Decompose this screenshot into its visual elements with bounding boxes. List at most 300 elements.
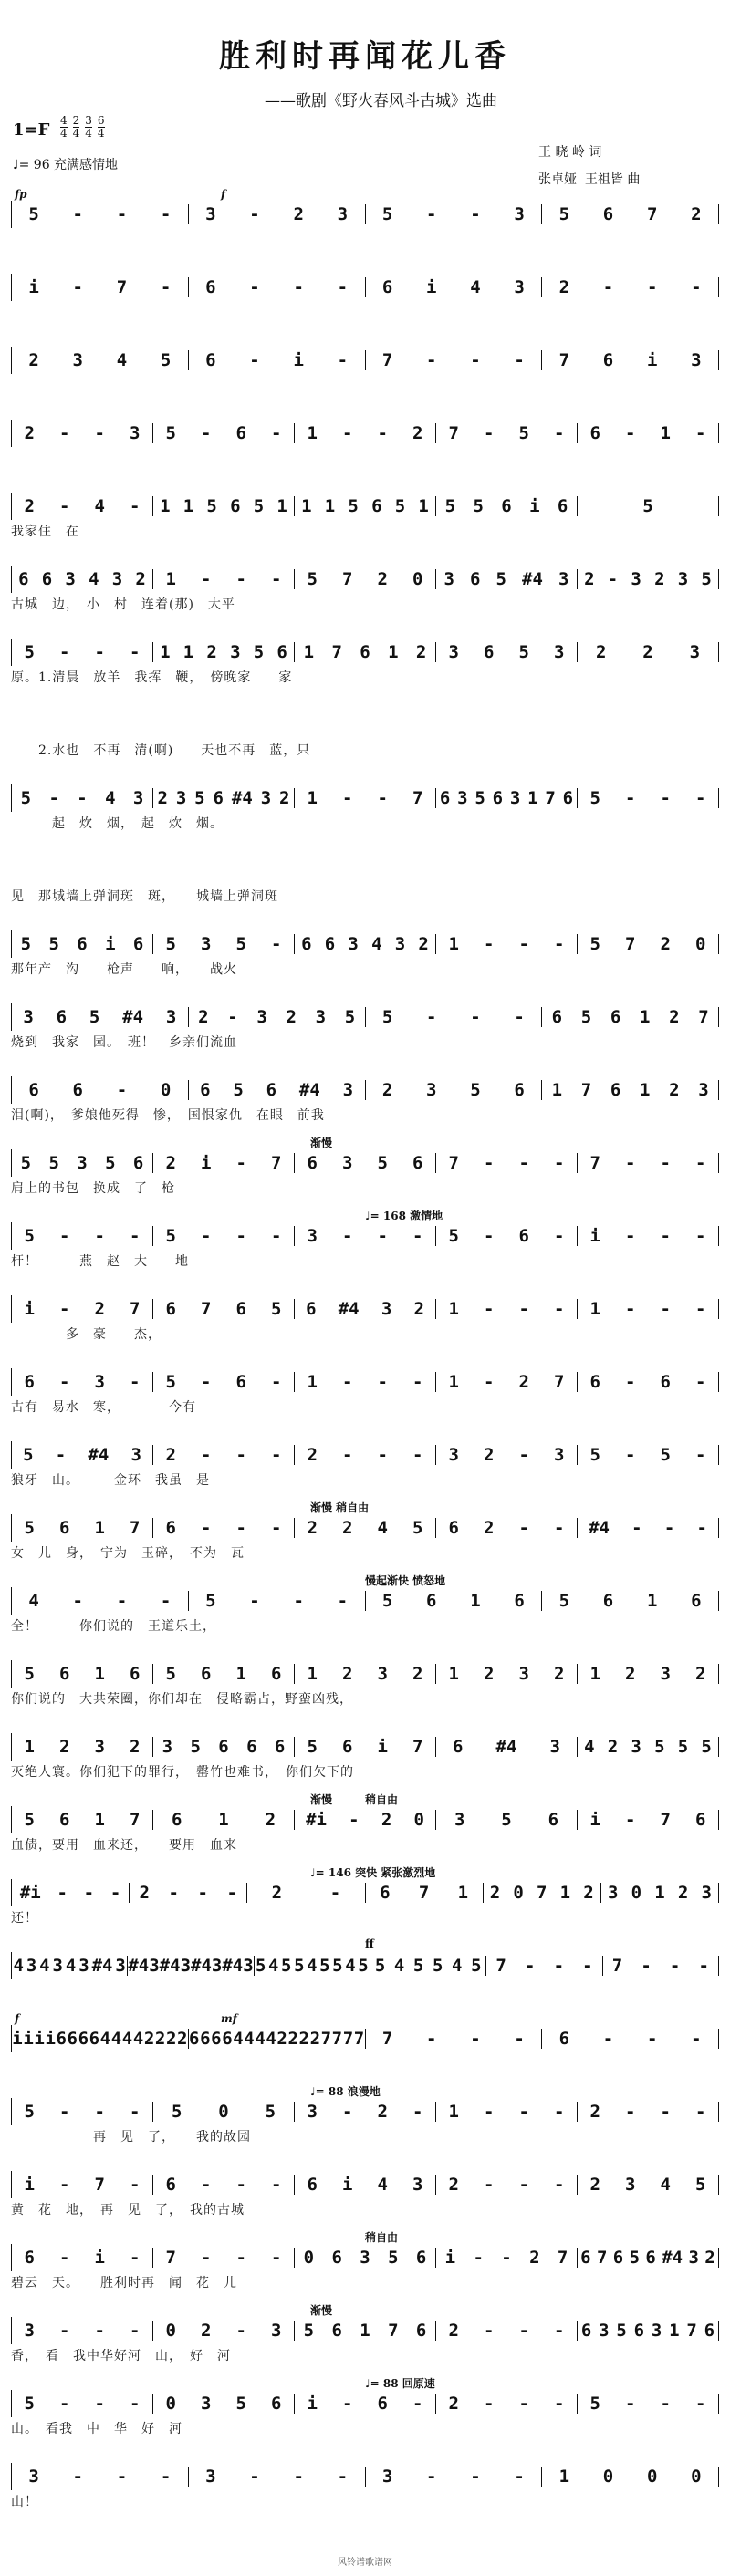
note: 3: [394, 934, 406, 954]
note: 2: [677, 1883, 689, 1903]
note: 7: [353, 2029, 365, 2049]
note: 2: [654, 569, 665, 589]
note: 6: [18, 569, 29, 589]
note: 2: [558, 277, 570, 297]
score-row: [11, 784, 719, 832]
note: 2: [287, 2029, 298, 2049]
note: -: [660, 1299, 671, 1319]
score-row: [11, 2012, 719, 2072]
note: -: [501, 2248, 512, 2268]
note: -: [625, 1299, 636, 1319]
note: -: [625, 1226, 636, 1246]
score-row: [11, 1003, 719, 1051]
note: 3: [52, 1956, 63, 1976]
measure: [12, 2029, 189, 2049]
note: 7: [596, 2248, 608, 2268]
note: 2: [342, 1664, 353, 1684]
note: 3: [130, 423, 141, 443]
note: 1: [182, 642, 194, 662]
note: #4: [222, 1956, 244, 1976]
note: 6: [602, 350, 614, 370]
note: 1: [307, 788, 318, 808]
tempo-annotation: 渐慢: [310, 1793, 333, 1806]
note: 5: [160, 350, 172, 370]
note: -: [235, 1518, 246, 1538]
measure: [436, 1226, 578, 1246]
lyrics-line: 起 炊 烟， 起 炊 烟。: [11, 816, 224, 831]
note: -: [77, 788, 88, 808]
note: -: [518, 1153, 529, 1173]
note: 5: [171, 2102, 182, 2122]
lyricist-credit: 王 晓 岭 词: [538, 145, 602, 160]
note: -: [249, 350, 260, 370]
measure: [295, 423, 436, 443]
note: 6: [331, 2248, 342, 2268]
note: 6: [201, 1664, 212, 1684]
note: 2: [271, 1883, 283, 1903]
note: 3: [443, 569, 454, 589]
measure: [578, 788, 719, 808]
note: 3: [307, 1226, 318, 1246]
note: -: [59, 1299, 70, 1319]
note: -: [426, 2467, 437, 2487]
lyrics-line: 我家住 在: [11, 525, 79, 539]
measure: [366, 2467, 543, 2487]
note: -: [525, 1956, 536, 1976]
note: 6: [59, 1664, 70, 1684]
measure: [436, 2248, 578, 2268]
note: 1: [218, 1810, 229, 1830]
score-row: [11, 1879, 719, 1927]
measure: [12, 642, 153, 662]
note: 6: [222, 2029, 233, 2049]
key-signature: 1=F: [13, 120, 50, 140]
measure: [366, 204, 543, 224]
note: 6: [307, 1153, 318, 1173]
note: 3: [688, 2248, 699, 2268]
lyrics-line: 香， 看 我中华好河 山， 好 河: [11, 2349, 231, 2363]
note: 1: [448, 1372, 459, 1392]
note: 1: [448, 1299, 459, 1319]
note: 6: [306, 1299, 317, 1319]
note: 7: [165, 2248, 176, 2268]
note: 1: [639, 1080, 651, 1100]
score-row: [11, 493, 719, 540]
note: 3: [111, 569, 123, 589]
note: 7: [94, 2175, 105, 2195]
measure: [153, 642, 295, 662]
measure: [153, 1518, 295, 1538]
tempo-annotation: 稍自由: [365, 1793, 399, 1806]
note: -: [130, 2175, 141, 2195]
note: -: [426, 2029, 437, 2049]
measure: [12, 1518, 153, 1538]
lyrics-line: 狼牙 山。 金环 我虽 是: [11, 1473, 210, 1488]
note: 2: [293, 204, 304, 224]
note: 6: [266, 1080, 277, 1100]
note: 2: [489, 1883, 501, 1903]
note: 5: [394, 496, 406, 516]
lyrics-line: 还！: [11, 1911, 38, 1926]
note: 2: [59, 1737, 70, 1757]
note: 3: [381, 2467, 393, 2487]
note: -: [646, 277, 658, 297]
note: -: [271, 1445, 282, 1465]
notes-line: [11, 2244, 719, 2271]
note: 7: [130, 1518, 141, 1538]
note: 6: [492, 788, 504, 808]
lyrics-line: 山。 看我 中 华 好 河: [11, 2422, 182, 2436]
note: 0: [691, 2467, 702, 2487]
note: -: [602, 2029, 614, 2049]
note: -: [518, 1445, 529, 1465]
note: -: [695, 1299, 706, 1319]
note: -: [249, 2467, 260, 2487]
note: 5: [255, 1956, 266, 1976]
note: -: [342, 2102, 353, 2122]
note: 1: [551, 1080, 563, 1100]
note: -: [470, 1007, 481, 1027]
note: 4: [393, 1956, 405, 1976]
note: 2: [448, 2321, 459, 2341]
meter-0: $\frac{4}{4}$: [60, 114, 68, 140]
score-row: [11, 1295, 719, 1343]
note: 4: [307, 1956, 318, 1976]
measure: [295, 934, 436, 954]
note: 1: [303, 642, 315, 662]
measure: [12, 496, 153, 516]
note: -: [582, 1956, 593, 1976]
note: -: [160, 204, 172, 224]
notes-line: [11, 1514, 719, 1542]
note: -: [625, 2394, 636, 2414]
note: i: [589, 1810, 600, 1830]
note: 2: [448, 2175, 459, 2195]
note: 6: [271, 2394, 282, 2414]
note: -: [59, 496, 70, 516]
note: 2: [669, 1080, 680, 1100]
measure: [295, 2321, 436, 2341]
measure: [247, 1883, 365, 1903]
note: 7: [201, 1299, 212, 1319]
notes-line: [11, 930, 719, 958]
lyrics-line: [11, 376, 719, 394]
measure: [578, 1518, 719, 1538]
note: -: [646, 2029, 658, 2049]
note: 6: [213, 788, 224, 808]
note: -: [554, 2394, 565, 2414]
measure: [295, 1518, 436, 1538]
lyrics-line: 那年产 沟 枪声 响， 战火: [11, 962, 237, 977]
note: 0: [631, 1883, 642, 1903]
note: 2: [165, 2029, 177, 2049]
measure: [12, 2321, 153, 2341]
measure: [578, 1737, 719, 1757]
note: 5: [165, 934, 176, 954]
note: 6: [470, 569, 481, 589]
note: 2: [484, 1664, 495, 1684]
note: 3: [607, 1883, 619, 1903]
note: 6: [200, 1080, 211, 1100]
note: 5: [642, 496, 653, 516]
note: 5: [24, 1664, 35, 1684]
note: 5: [24, 642, 35, 662]
note: 6: [342, 1737, 353, 1757]
note: i: [342, 2175, 353, 2195]
note: #4: [662, 2248, 683, 2268]
note: -: [130, 642, 141, 662]
note: 5: [24, 1226, 35, 1246]
measure: [578, 1445, 719, 1465]
note: -: [59, 1226, 70, 1246]
measure: [295, 2248, 436, 2268]
notes-line: [11, 1368, 719, 1396]
note: -: [168, 1883, 179, 1903]
measure: [295, 2394, 436, 2414]
note: -: [235, 569, 246, 589]
note: 1: [307, 423, 318, 443]
note: 5: [412, 1518, 423, 1538]
note: 7: [331, 2029, 343, 2049]
score-row: [11, 639, 719, 686]
note: i: [377, 1737, 388, 1757]
note: #4: [122, 1007, 144, 1027]
note: 6: [78, 2029, 89, 2049]
measure: [542, 1080, 719, 1100]
note: #4: [191, 1956, 212, 1976]
note: -: [695, 1372, 706, 1392]
note: 2: [135, 569, 146, 589]
note: -: [554, 1226, 565, 1246]
measure: [295, 1299, 436, 1319]
measure: [153, 1810, 295, 1830]
note: -: [625, 1445, 636, 1465]
notes-line: [11, 2025, 719, 2052]
measure: [603, 1956, 719, 1976]
note: 3: [23, 1007, 34, 1027]
note: 7: [342, 569, 353, 589]
measure: [366, 1080, 543, 1100]
note: -: [695, 788, 706, 808]
note: 6: [691, 1591, 702, 1611]
note: 7: [271, 1153, 282, 1173]
score-row: [11, 2171, 719, 2218]
notes-line: [11, 1952, 719, 1979]
measure: [542, 277, 719, 297]
note: 0: [412, 569, 423, 589]
note: 4: [28, 1591, 39, 1611]
measure: [12, 1372, 153, 1392]
note: 6: [301, 934, 312, 954]
note: 6: [307, 2175, 318, 2195]
measure: [12, 1007, 189, 1027]
note: 4: [116, 350, 128, 370]
measure: [153, 569, 295, 589]
score-row: [11, 1514, 719, 1562]
score-row: [11, 1587, 719, 1635]
note: 2: [584, 569, 595, 589]
note: -: [130, 2394, 141, 2414]
note: 2: [279, 788, 290, 808]
note: -: [201, 1445, 212, 1465]
note: 7: [554, 1372, 565, 1392]
measure: [578, 2248, 719, 2268]
note: -: [554, 1153, 565, 1173]
note: 1: [307, 1664, 318, 1684]
note: -: [271, 2175, 282, 2195]
notes-line: [11, 1222, 719, 1250]
measure: [578, 569, 719, 589]
note: -: [130, 496, 141, 516]
note: 5: [294, 1956, 305, 1976]
note: -: [226, 1883, 237, 1903]
measure: [12, 1737, 153, 1757]
measure: [542, 2467, 719, 2487]
measure: [295, 1737, 436, 1757]
note: 1: [360, 2321, 370, 2341]
note: 6: [695, 1810, 706, 1830]
note: 1: [558, 2467, 570, 2487]
note: 1: [589, 1299, 600, 1319]
note: -: [514, 350, 525, 370]
notes-line: [11, 1879, 719, 1906]
note: 6: [501, 496, 512, 516]
note: 3: [211, 1956, 223, 1976]
note: 5: [388, 2248, 399, 2268]
note: 5: [558, 204, 570, 224]
lyrics-line: 见 那城墙上弹洞斑 斑， 城墙上弹洞斑: [11, 889, 278, 904]
measure: [436, 2394, 578, 2414]
measure: [542, 204, 719, 224]
note: -: [518, 2321, 529, 2341]
note: 3: [205, 204, 216, 224]
meter-3: $\frac{6}{4}$: [97, 114, 105, 140]
note: 3: [701, 1883, 712, 1903]
note: -: [695, 1445, 706, 1465]
note: -: [235, 2175, 246, 2195]
measure: [436, 2175, 578, 2195]
note: 5: [589, 2394, 600, 2414]
note: -: [625, 1153, 636, 1173]
note: -: [695, 423, 706, 443]
note: 5: [473, 496, 484, 516]
note: 6: [360, 642, 370, 662]
measure: [436, 1372, 578, 1392]
note: 5: [381, 204, 393, 224]
note: -: [518, 1518, 529, 1538]
note: -: [57, 1883, 68, 1903]
note: 5: [165, 423, 176, 443]
note: 6: [415, 2321, 427, 2341]
note: 7: [646, 204, 658, 224]
score-row: [11, 1952, 719, 2000]
note: 6: [59, 1810, 70, 1830]
lyrics-line: [11, 303, 719, 321]
notes-line: [11, 1441, 719, 1469]
note: 3: [651, 2321, 662, 2341]
note: -: [130, 2321, 141, 2341]
note: 4: [584, 1737, 595, 1757]
lyrics-line: 你们说的 大共荣圈，你们却在 侵略霸占，野蛮凶残，: [11, 1692, 353, 1707]
note: 5: [48, 934, 59, 954]
note: 4: [89, 569, 99, 589]
measure: [295, 569, 436, 589]
measure: [578, 1664, 719, 1684]
note: 7: [557, 2248, 568, 2268]
measure: [153, 1445, 295, 1465]
note: 6: [59, 1518, 70, 1538]
measure: [578, 642, 719, 662]
measure: [370, 1956, 486, 1976]
note: -: [342, 1226, 353, 1246]
note: 5: [495, 569, 506, 589]
note: 2: [201, 2321, 212, 2341]
note: 3: [230, 642, 241, 662]
note: 2: [24, 423, 35, 443]
note: 5: [206, 496, 217, 516]
note: 6: [56, 1007, 68, 1027]
note: 3: [132, 788, 144, 808]
note: 3: [78, 1956, 89, 1976]
note: 5: [24, 2102, 35, 2122]
score-row: [11, 930, 719, 978]
note: 5: [319, 1956, 330, 1976]
note: 2: [554, 1664, 565, 1684]
note: -: [669, 1956, 681, 1976]
note: 3: [72, 350, 83, 370]
note: 2: [307, 1518, 318, 1538]
measure: [153, 788, 295, 808]
composer-credit: 张卓娅 王祖皆 曲: [538, 172, 641, 187]
note: #4: [91, 1956, 113, 1976]
note: i: [105, 934, 116, 954]
note: 5: [89, 1007, 100, 1027]
score-row: [11, 1660, 719, 1708]
note: 2: [165, 1445, 176, 1465]
note: 0: [218, 2102, 229, 2122]
measure: [436, 642, 578, 662]
note: 6: [551, 1007, 563, 1027]
measure: [189, 2467, 366, 2487]
measure: [578, 2394, 719, 2414]
notes-line: [11, 1003, 719, 1031]
score-row: [11, 712, 719, 759]
note: -: [518, 934, 529, 954]
note: 5: [589, 934, 600, 954]
note: 3: [337, 204, 349, 224]
note: -: [329, 1883, 341, 1903]
note: 5: [253, 642, 265, 662]
measure: [153, 1664, 295, 1684]
note: 3: [26, 1956, 37, 1976]
note: -: [59, 2321, 70, 2341]
note: 5: [501, 1810, 512, 1830]
note: -: [235, 1445, 246, 1465]
note: 6: [704, 2321, 715, 2341]
measure: [12, 2102, 153, 2122]
note: 6: [514, 1591, 525, 1611]
note: -: [470, 2467, 481, 2487]
note: 4: [65, 1956, 77, 1976]
note: 7: [545, 788, 556, 808]
note: 6: [200, 2029, 211, 2049]
note: 4: [268, 1956, 279, 1976]
note: -: [554, 2175, 565, 2195]
note: -: [554, 2102, 565, 2122]
note: 5: [701, 569, 712, 589]
tempo-annotation: ♩= 88 回原速: [365, 2377, 435, 2390]
note: 6: [589, 423, 600, 443]
